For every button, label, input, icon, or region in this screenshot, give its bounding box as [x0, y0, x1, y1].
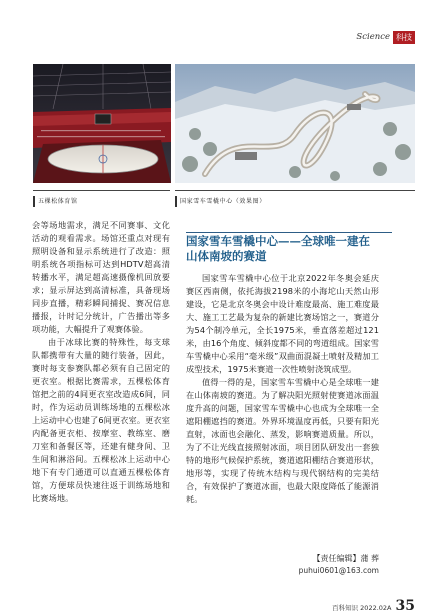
caption-arena: 五棵松体育馆: [33, 196, 170, 207]
paragraph: 会等场地需求，满足不同赛事、文化活动的观看需求。场馆还重点对现有照明设备和显示系统进行了改造：照明系统各项指标可达到HDTV超高清转播水平，满足超高速摄像机回放要求；显示屏达到高清标准，具备现场同步直播，精彩瞬间捕捉、赛况信息播报，计时记分统计，广告播出等多项功能，大幅提升了观赛体验。: [32, 220, 170, 334]
paragraph: 国家雪车雪橇中心位于北京2022年冬奥会延庆赛区西南侧，依托海拔2198米的小海坨山天然山形建设，它是北京冬奥会中设计难度最高、施工难度最大、施工工艺最为复杂的新建比赛场馆之一，赛道分为54个制冷单元，全长1975米，垂直落差超过121米，由16个角度、倾斜度都不同的弯道组成。国家雪车雪橇中心采用“毫米级”双曲面混凝土喷射及精加工成型技术，1975米赛道一次性喷射浇筑成型。: [186, 273, 379, 374]
magazine-issue: 百科知识 2022.02A: [332, 604, 392, 612]
paragraph: 由于冰球比赛的特殊性，每支球队都携带有大量的随行装备，因此，赛时每支参赛队都必须有自己固定的更衣室。根据比赛需求，五棵松体育馆把之前的4间更衣室改造成6间，同时，作为运动员训练场地的五棵松冰上运动中心也建了6间更衣室。更衣室内配备更衣柜、按摩室、教练室、磨刀室和备餐区等，还建有健身间、卫生间和淋浴间。五棵松冰上运动中心地下有专门通道可以直通五棵松体育馆，方便球员快速往返于训练场地和比赛场地。: [32, 337, 170, 503]
article-headline: 国家雪车雪橇中心——全球唯一建在山体南坡的赛道: [186, 234, 370, 263]
caption-sliding-center: 国家雪车雪橇中心（效果图）: [175, 196, 313, 207]
headline-divider: [186, 232, 392, 233]
arena-photo: [33, 64, 171, 183]
sliding-center-rendering: [175, 64, 415, 183]
page-number: 35: [395, 598, 415, 614]
right-text-column: [186, 234, 379, 506]
left-text-column: [32, 219, 170, 505]
editor-credit: 【责任编辑】蒲 葬: [312, 554, 379, 563]
caption-rule-right: [175, 190, 415, 191]
caption-rule-left: [33, 190, 170, 191]
section-header: [356, 30, 415, 44]
paragraph: 值得一得的是，国家雪车雪橇中心是全球唯一建在山体南坡的赛道。为了解决阳光照射使赛道冰面温度升高的问题，国家雪车雪橇中心也成为全球唯一全遮阳棚遮挡的赛道。外界环境温度再低，只要有阳光直射，冰面也会融化、蒸发，影响赛道质量。所以，为了不让光线直接照射冰面，项目团队研发出一套独特的地形气候保护系统，赛道遮阳棚结合赛道形状，地形等，实现了传统木结构与现代钢结构的完美结合，有效保护了赛道冰面，也最大限度降低了能源消耗。: [186, 377, 379, 504]
page-footer: [332, 598, 415, 614]
section-english-label: Science: [356, 32, 390, 42]
editor-email: puhui0601@163.com: [298, 566, 379, 575]
section-badge: 科技: [393, 31, 415, 44]
